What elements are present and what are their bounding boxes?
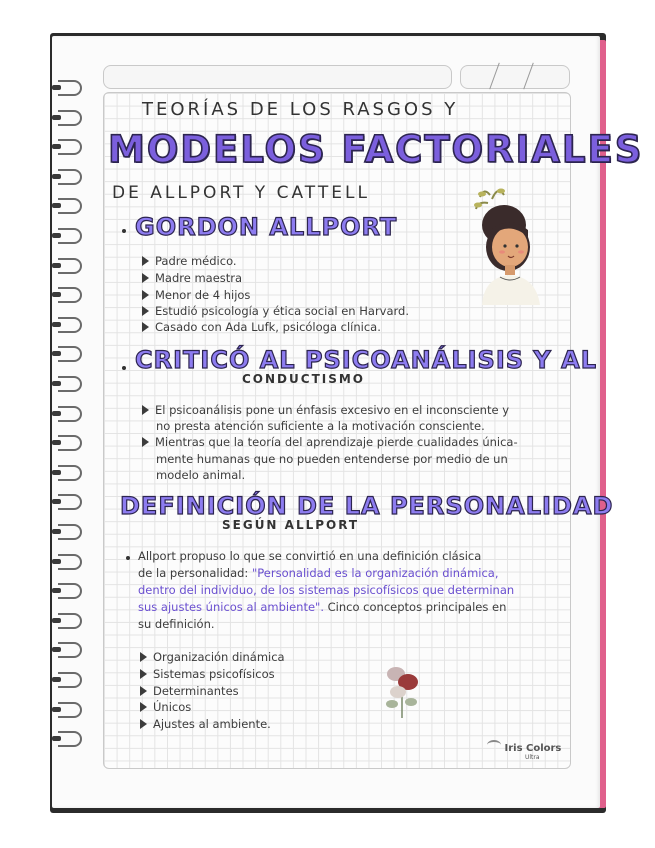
spiral-ring (58, 80, 82, 96)
section-subtitle-definition: SEGÚN ALLPORT (222, 518, 360, 532)
list-item: Mientras que la teoría del aprendizaje pierde cualidades única- (142, 435, 518, 449)
spiral-ring (58, 583, 82, 599)
list-item: Estudió psicología y ética social en Harvard. (142, 304, 409, 318)
title-line-3: DE ALLPORT Y CATTELL (112, 183, 370, 203)
spiral-ring (58, 139, 82, 155)
spiral-ring (58, 702, 82, 718)
spiral-ring (58, 317, 82, 333)
paragraph-line: Allport propuso lo que se convirtió en una definición clásica (138, 549, 482, 563)
triangle-bullet-icon (142, 405, 149, 415)
triangle-bullet-icon (142, 437, 149, 447)
spiral-ring (58, 642, 82, 658)
bullet-dot (126, 556, 130, 560)
triangle-bullet-icon (140, 686, 147, 696)
section-title-allport: GORDON ALLPORT (135, 213, 398, 241)
header-name-box (103, 65, 452, 89)
list-item: Únicos (140, 700, 191, 714)
spiral-ring (58, 435, 82, 451)
spiral-ring (58, 228, 82, 244)
list-item-continuation: modelo animal. (156, 468, 246, 482)
spiral-ring (58, 110, 82, 126)
triangle-bullet-icon (142, 322, 149, 332)
list-item: Madre maestra (142, 271, 242, 285)
paragraph-line: sus ajustes únicos al ambiente". Cinco conceptos principales en (138, 600, 507, 614)
spiral-ring (58, 287, 82, 303)
spiral-ring (58, 731, 82, 747)
list-item: Menor de 4 hijos (142, 288, 250, 302)
list-item: Sistemas psicofísicos (140, 667, 275, 681)
list-item: Organización dinámica (140, 650, 285, 664)
paragraph-line: de la personalidad: "Personalidad es la organización dinámica, (138, 566, 499, 580)
paragraph-line: su definición. (138, 617, 215, 631)
section-title-critique: CRITICÓ AL PSICOANÁLISIS Y AL (135, 346, 598, 374)
bullet-dot (122, 229, 126, 233)
triangle-bullet-icon (142, 273, 149, 283)
triangle-bullet-icon (142, 306, 149, 316)
spiral-ring (58, 376, 82, 392)
triangle-bullet-icon (140, 652, 147, 662)
list-item-continuation: mente humanas que no pueden entenderse por medio de un (156, 452, 508, 466)
spiral-ring (58, 465, 82, 481)
list-item: Casado con Ada Lufk, psicóloga clínica. (142, 320, 381, 334)
triangle-bullet-icon (142, 256, 149, 266)
spiral-ring (58, 524, 82, 540)
paragraph-line: dentro del individuo, de los sistemas psicofísicos que determinan (138, 583, 515, 597)
spiral-ring (58, 494, 82, 510)
triangle-bullet-icon (140, 719, 147, 729)
spiral-ring (58, 554, 82, 570)
brand-logo: Iris Colors Ultra (487, 740, 561, 761)
spiral-ring (58, 613, 82, 629)
spiral-ring (58, 169, 82, 185)
list-item: Determinantes (140, 684, 239, 698)
spiral-ring (58, 198, 82, 214)
list-item: Padre médico. (142, 254, 237, 268)
title-main: MODELOS FACTORIALES (108, 128, 644, 171)
list-item: Ajustes al ambiente. (140, 717, 271, 731)
section-title-definition: DEFINICIÓN DE LA PERSONALIDAD (120, 492, 614, 520)
triangle-bullet-icon (140, 669, 147, 679)
flower-illustration-icon (378, 660, 426, 720)
header-date-box (460, 65, 570, 89)
list-item: El psicoanálisis pone un énfasis excesivo en el inconsciente y (142, 403, 509, 417)
girl-illustration-icon (470, 185, 565, 305)
title-line-1: TEORÍAS DE LOS RASGOS Y (142, 99, 459, 120)
spiral-ring (58, 672, 82, 688)
list-item-continuation: no presta atención suficiente a la motivación consciente. (156, 419, 485, 433)
spiral-ring (58, 258, 82, 274)
section-subtitle-critique: CONDUCTISMO (242, 372, 365, 386)
spiral-ring (58, 406, 82, 422)
spiral-ring (58, 346, 82, 362)
bullet-dot (122, 366, 126, 370)
triangle-bullet-icon (140, 702, 147, 712)
triangle-bullet-icon (142, 290, 149, 300)
brand-mark-icon (487, 740, 501, 750)
